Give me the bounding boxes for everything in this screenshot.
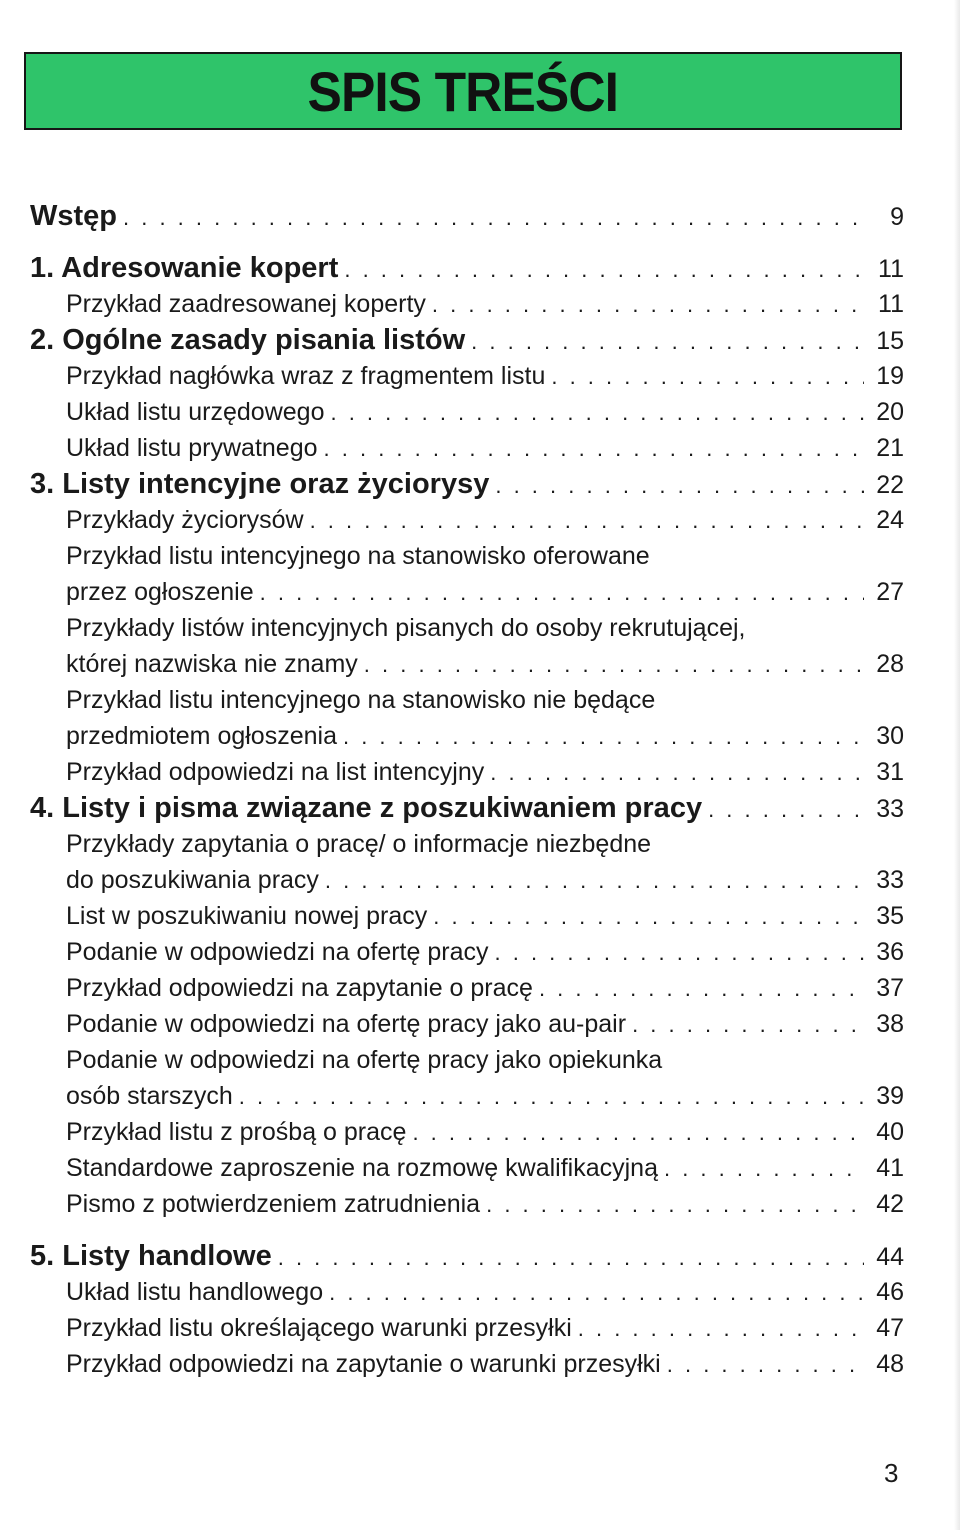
toc-page-number: 15 bbox=[876, 327, 904, 355]
dot-leader bbox=[364, 647, 864, 683]
toc-page-number: 46 bbox=[876, 1278, 904, 1306]
dot-leader bbox=[329, 1275, 864, 1311]
dot-leader bbox=[412, 1115, 864, 1151]
toc-entry[interactable] bbox=[30, 610, 904, 646]
toc-label: Przykład listu intencyjnego na stanowisko oferowane bbox=[66, 542, 650, 570]
dot-leader bbox=[551, 359, 864, 395]
dot-leader bbox=[471, 324, 864, 360]
table-of-contents bbox=[30, 198, 904, 1382]
toc-entry[interactable] bbox=[30, 1310, 904, 1346]
dot-leader bbox=[433, 899, 864, 935]
toc-label: Podanie w odpowiedzi na ofertę pracy bbox=[66, 938, 489, 966]
toc-label: 4. Listy i pisma związane z poszukiwaniem pracy bbox=[30, 792, 703, 824]
toc-page-number: 20 bbox=[876, 398, 904, 426]
toc-spacer bbox=[30, 234, 904, 250]
page-number: 3 bbox=[884, 1458, 899, 1488]
toc-page-number: 28 bbox=[876, 650, 904, 678]
toc-page-number: 44 bbox=[876, 1243, 904, 1271]
toc-label: Przykłady zapytania o pracę/ o informacje niezbędne bbox=[66, 830, 652, 858]
toc-spacer bbox=[30, 1222, 904, 1238]
title-band bbox=[24, 52, 902, 130]
dot-leader bbox=[344, 252, 864, 288]
toc-page-number: 42 bbox=[876, 1190, 904, 1218]
toc-entry[interactable] bbox=[30, 826, 904, 862]
dot-leader bbox=[123, 200, 864, 236]
toc-page-number: 41 bbox=[876, 1154, 904, 1182]
toc-entry[interactable] bbox=[30, 682, 904, 718]
toc-page-number: 36 bbox=[876, 938, 904, 966]
dot-leader bbox=[343, 719, 864, 755]
toc-entry[interactable] bbox=[30, 1346, 904, 1382]
toc-entry[interactable] bbox=[30, 862, 904, 898]
dot-leader bbox=[278, 1240, 864, 1276]
toc-page-number: 31 bbox=[876, 758, 904, 786]
page-title: SPIS TREŚCI bbox=[307, 59, 619, 123]
toc-entry[interactable] bbox=[30, 1150, 904, 1186]
toc-chapter[interactable] bbox=[30, 250, 904, 286]
toc-page-number: 30 bbox=[876, 722, 904, 750]
toc-page-number: 33 bbox=[876, 866, 904, 894]
toc-page-number: 38 bbox=[876, 1010, 904, 1038]
dot-leader bbox=[330, 395, 864, 431]
toc-label: Układ listu handlowego bbox=[66, 1278, 324, 1306]
toc-entry[interactable] bbox=[30, 1006, 904, 1042]
toc-label: Układ listu urzędowego bbox=[66, 398, 325, 426]
toc-page-number: 40 bbox=[876, 1118, 904, 1146]
toc-label: Przykład listu intencyjnego na stanowisko nie będące bbox=[66, 686, 656, 714]
toc-page-number: 21 bbox=[876, 434, 904, 462]
toc-entry[interactable] bbox=[30, 358, 904, 394]
toc-entry[interactable] bbox=[30, 898, 904, 934]
toc-entry[interactable] bbox=[30, 574, 904, 610]
toc-entry[interactable] bbox=[30, 646, 904, 682]
toc-page-number: 35 bbox=[876, 902, 904, 930]
toc-label: Podanie w odpowiedzi na ofertę pracy jako opiekunka bbox=[66, 1046, 663, 1074]
dot-leader bbox=[325, 863, 864, 899]
toc-label: Podanie w odpowiedzi na ofertę pracy jako au-pair bbox=[66, 1010, 627, 1038]
toc-entry[interactable] bbox=[30, 754, 904, 790]
toc-label: Przykłady życiorysów bbox=[66, 506, 304, 534]
toc-label: przez ogłoszenie bbox=[66, 578, 254, 606]
toc-page-number: 47 bbox=[876, 1314, 904, 1342]
toc-label: Przykład odpowiedzi na zapytanie o warunki przesyłki bbox=[66, 1350, 661, 1378]
toc-entry[interactable] bbox=[30, 538, 904, 574]
toc-page-number: 24 bbox=[876, 506, 904, 534]
toc-entry[interactable] bbox=[30, 1114, 904, 1150]
toc-page-number: 9 bbox=[890, 203, 904, 231]
toc-label: osób starszych bbox=[66, 1082, 233, 1110]
dot-leader bbox=[495, 468, 864, 504]
toc-label: Przykład zaadresowanej koperty bbox=[66, 290, 426, 318]
toc-entry[interactable] bbox=[30, 502, 904, 538]
toc-entry[interactable] bbox=[30, 394, 904, 430]
dot-leader bbox=[310, 503, 864, 539]
toc-entry[interactable] bbox=[30, 1186, 904, 1222]
toc-label: której nazwiska nie znamy bbox=[66, 650, 358, 678]
toc-entry[interactable] bbox=[30, 1274, 904, 1310]
toc-entry[interactable] bbox=[30, 718, 904, 754]
dot-leader bbox=[495, 935, 865, 971]
toc-page-number: 11 bbox=[878, 255, 904, 283]
dot-leader bbox=[490, 755, 864, 791]
toc-label: 2. Ogólne zasady pisania listów bbox=[30, 324, 466, 356]
toc-label: Przykład listu określającego warunki przesyłki bbox=[66, 1314, 572, 1342]
dot-leader bbox=[632, 1007, 864, 1043]
toc-chapter[interactable] bbox=[30, 790, 904, 826]
toc-label: 1. Adresowanie kopert bbox=[30, 252, 339, 284]
toc-label: Przykład odpowiedzi na list intencyjny bbox=[66, 758, 485, 786]
toc-label: Przykład odpowiedzi na zapytanie o pracę bbox=[66, 974, 533, 1002]
toc-chapter[interactable] bbox=[30, 198, 904, 234]
toc-entry[interactable] bbox=[30, 934, 904, 970]
dot-leader bbox=[578, 1311, 864, 1347]
dot-leader bbox=[664, 1151, 864, 1187]
toc-entry[interactable] bbox=[30, 430, 904, 466]
toc-chapter[interactable] bbox=[30, 322, 904, 358]
toc-page-number: 11 bbox=[878, 290, 904, 318]
toc-entry[interactable] bbox=[30, 1078, 904, 1114]
dot-leader bbox=[539, 971, 864, 1007]
toc-page-number: 37 bbox=[876, 974, 904, 1002]
toc-entry[interactable] bbox=[30, 970, 904, 1006]
toc-entry[interactable] bbox=[30, 1042, 904, 1078]
toc-label: Pismo z potwierdzeniem zatrudnienia bbox=[66, 1190, 481, 1218]
toc-page-number: 33 bbox=[876, 795, 904, 823]
toc-chapter[interactable] bbox=[30, 466, 904, 502]
toc-entry[interactable] bbox=[30, 286, 904, 322]
toc-page-number: 22 bbox=[876, 471, 904, 499]
toc-label: Przykłady listów intencyjnych pisanych do osoby rekrutującej, bbox=[66, 614, 746, 642]
dot-leader bbox=[432, 287, 864, 323]
toc-label: Standardowe zaproszenie na rozmowę kwalifikacyjną bbox=[66, 1154, 658, 1182]
toc-label: 3. Listy intencyjne oraz życiorysy bbox=[30, 468, 490, 500]
toc-label: przedmiotem ogłoszenia bbox=[66, 722, 337, 750]
dot-leader bbox=[324, 431, 864, 467]
toc-label: Przykład nagłówka wraz z fragmentem listu bbox=[66, 362, 546, 390]
dot-leader bbox=[708, 792, 864, 828]
dot-leader bbox=[239, 1079, 864, 1115]
dot-leader bbox=[667, 1347, 864, 1383]
toc-page-number: 48 bbox=[876, 1350, 904, 1378]
toc-page-number: 39 bbox=[876, 1082, 904, 1110]
toc-label: List w poszukiwaniu nowej pracy bbox=[66, 902, 428, 930]
dot-leader bbox=[486, 1187, 864, 1223]
toc-label: Układ listu prywatnego bbox=[66, 434, 318, 462]
toc-page-number: 27 bbox=[876, 578, 904, 606]
toc-label: Przykład listu z prośbą o pracę bbox=[66, 1118, 407, 1146]
toc-chapter[interactable] bbox=[30, 1238, 904, 1274]
toc-label: 5. Listy handlowe bbox=[30, 1240, 272, 1272]
dot-leader bbox=[260, 575, 864, 611]
toc-page-number: 19 bbox=[876, 362, 904, 390]
toc-label: Wstęp bbox=[30, 200, 117, 232]
toc-label: do poszukiwania pracy bbox=[66, 866, 319, 894]
page-edge-shadow bbox=[954, 0, 960, 1530]
